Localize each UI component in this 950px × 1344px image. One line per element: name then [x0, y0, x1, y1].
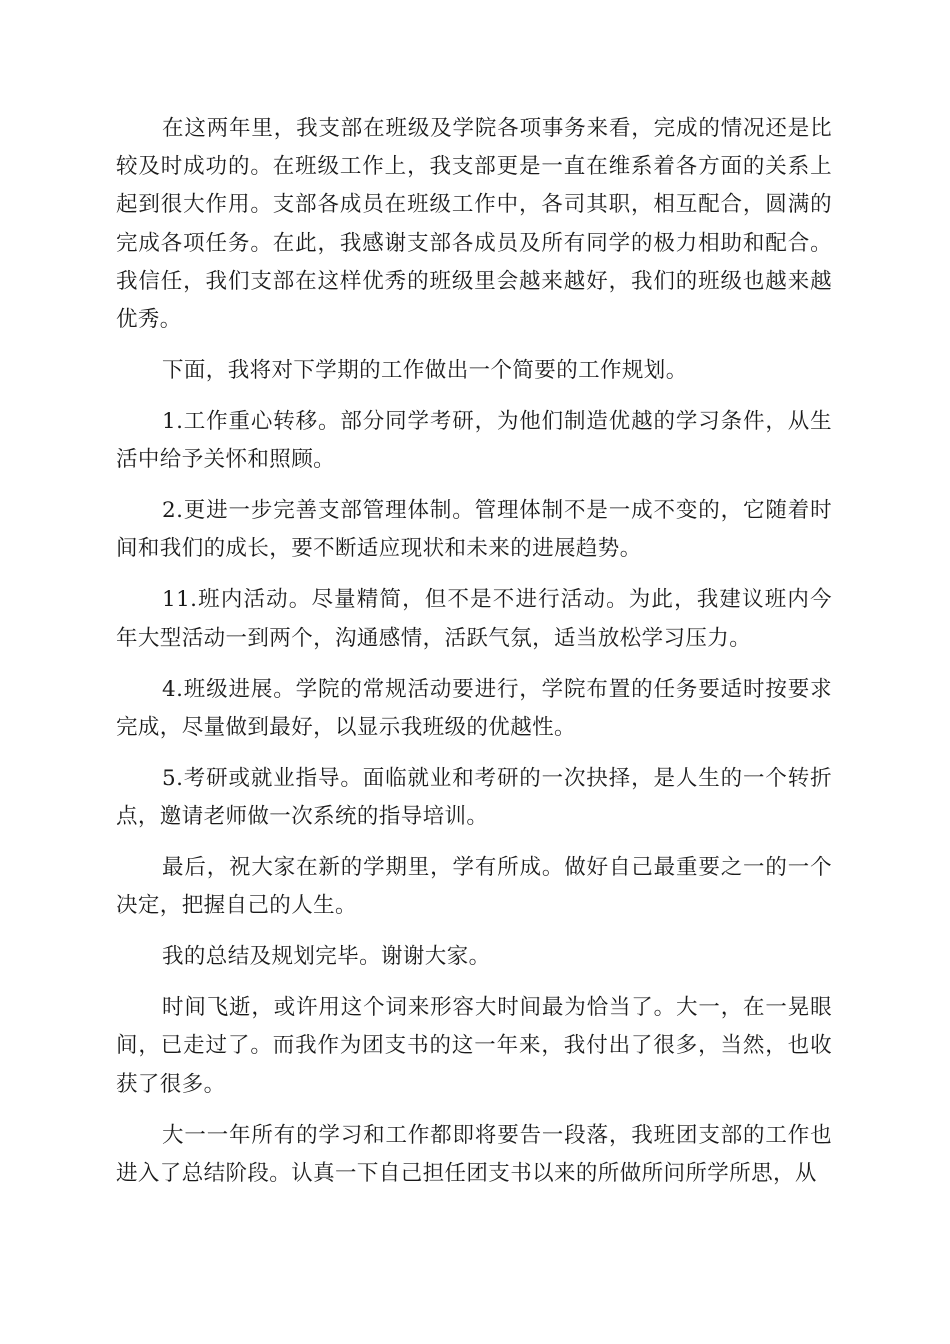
paragraph-second-summary-body: 大一一年所有的学习和工作都即将要告一段落，我班团支部的工作也进入了总结阶段。认真一下自己担任团支书以来的所做所问所学所思，从 [116, 1122, 832, 1186]
paragraph-closing-wishes: 最后，祝大家在新的学期里，学有所成。做好自己最重要之一的一个决定，把握自己的人生。 [116, 855, 832, 919]
paragraph-plan-item-2: 2.更进一步完善支部管理体制。管理体制不是一成不变的，它随着时间和我们的成长，要不断适应现状和未来的进展趋势。 [116, 498, 832, 562]
paragraph-plan-intro: 下面，我将对下学期的工作做出一个简要的工作规划。 [162, 358, 688, 384]
paragraph-second-summary-opening: 时间飞逝，或许用这个词来形容大时间最为恰当了。大一，在一晃眼间，已走过了。而我作为团支书的这一年来，我付出了很多，当然，也收获了很多。 [116, 995, 832, 1097]
paragraph-intro-summary: 在这两年里，我支部在班级及学院各项事务来看，完成的情况还是比较及时成功的。在班级工作上，我支部更是一直在维系着各方面的关系上起到很大作用。支部各成员在班级工作中，各司其职，相互配合，圆满的完成各项任务。在此，我感谢支部各成员及所有同学的极力相助和配合。我信任，我们支部在这样优秀的班级里会越来越好，我们的班级也越来越优秀。 [116, 116, 832, 333]
paragraph-plan-item-4: 4.班级进展。学院的常规活动要进行，学院布置的任务要适时按要求完成，尽量做到最好，以显示我班级的优越性。 [116, 676, 832, 740]
paragraph-plan-item-1: 1.工作重心转移。部分同学考研，为他们制造优越的学习条件，从生活中给予关怀和照顾。 [116, 409, 832, 473]
document-body [116, 110, 832, 1206]
paragraph-closing-thanks: 我的总结及规划完毕。谢谢大家。 [162, 944, 491, 970]
paragraph-plan-item-3: 11.班内活动。尽量精简，但不是不进行活动。为此，我建议班内今年大型活动一到两个，沟通感情，活跃气氛，适当放松学习压力。 [116, 587, 832, 651]
paragraph-plan-item-5: 5.考研或就业指导。面临就业和考研的一次抉择，是人生的一个转折点，邀请老师做一次系统的指导培训。 [116, 765, 832, 830]
